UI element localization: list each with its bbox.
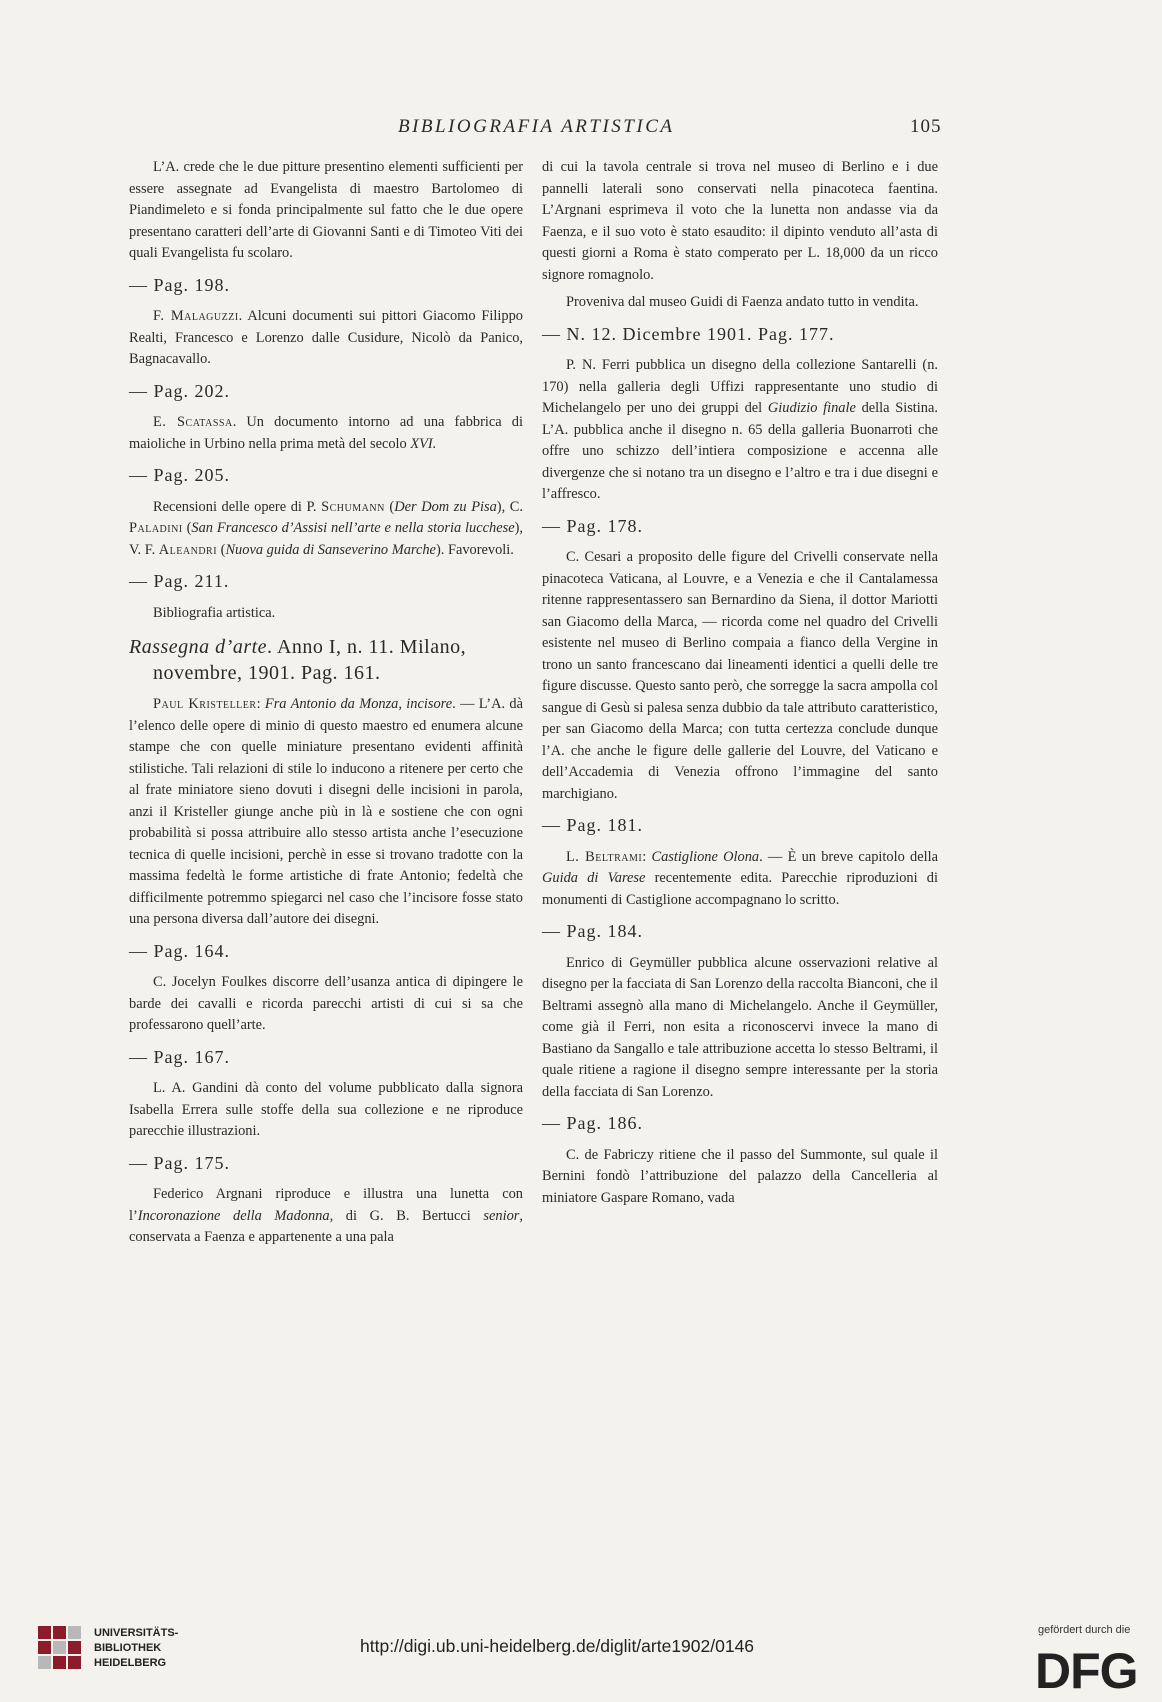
paragraph: C. de Fabriczy ritiene che il passo del Summonte, sul quale il Bernini fondò l’attribuzione del palazzo della Cancelleria al miniatore Gaspare Romano, vada (542, 1146, 938, 1206)
author-name: Paul Kristeller (153, 696, 257, 712)
section-heading: — Pag. 202. (129, 380, 230, 401)
section-heading: — Pag. 211. (129, 571, 230, 591)
italic-run: San Francesco d’Assisi nell’arte e nella storia lucchese (191, 520, 515, 536)
paragraph: C. Jocelyn Foulkes discorre dell’usanza antica di dipingere le barde dei cavalli e ricorda parecchi artisti di cui si sa che professarono quell’arte. (129, 974, 523, 1033)
funding-note: gefördert durch die (1038, 1624, 1131, 1636)
right-column (542, 157, 938, 1215)
text-run: P. N. Ferri pubblica un disegno della collezione Santarelli (n. 170) nella galleria degli Uffizi rappresentante uno studio di Michelangelo per uno dei gruppi del (542, 357, 938, 416)
italic-run: Guida di Varese (542, 870, 646, 886)
author-name: E. Scatassa (153, 414, 233, 430)
text-run: . — È un breve capitolo della (759, 848, 938, 865)
text-run: ), V. F. (129, 520, 523, 558)
running-title: BIBLIOGRAFIA ARTISTICA (398, 116, 675, 137)
author-name: F. Malaguzzi (153, 308, 239, 324)
author-name: Paladini (129, 520, 183, 536)
library-name (94, 1626, 178, 1671)
text-run: : (256, 696, 265, 712)
text-run: Recensioni delle opere di P. (153, 498, 322, 515)
library-name-line: BIBLIOTHEK (94, 1642, 162, 1654)
italic-run: Castiglione Olona (651, 848, 760, 865)
paragraph: Enrico di Geymüller pubblica alcune osservazioni relative al disegno per la facciata di San Lorenzo della raccolta Bianconi, che il Beltrami assegnò alla mano di Michelangelo. Anche il Geymüller, come già il Ferri, non esita a riconoscervi invece la mano di Bastiano da Sangallo e tale attribuzione accetta lo stesso Beltrami, il quale ritiene a ragione il disegno sempre interessante per la storia della facciata di San Lorenzo. (542, 954, 938, 1100)
paragraph (129, 306, 523, 371)
text-run: , di G. B. Bertucci (329, 1207, 484, 1224)
dfg-logo: DFG (1035, 1643, 1138, 1699)
section-heading: — Pag. 205. (129, 465, 230, 485)
left-column (129, 157, 523, 1255)
paragraph (129, 1184, 523, 1249)
university-library-logo-icon (36, 1624, 84, 1672)
author-name: Aleandri (158, 541, 218, 558)
text-run: ( (384, 498, 395, 515)
paragraph (129, 497, 523, 562)
page-number: 105 (910, 116, 942, 137)
text-run: . Anno I, n. 11. Milano, novembre, 1901. Pag. 161. (153, 636, 467, 684)
author-name: L. Beltrami (566, 848, 643, 865)
text-run: , conservata a Faenza e appartenente a una pala (129, 1207, 523, 1245)
paragraph (542, 847, 938, 912)
section-heading: — Pag. 184. (542, 921, 643, 941)
journal-title: Rassegna d’arte (129, 636, 268, 658)
section-heading: — Pag. 198. (129, 274, 230, 295)
text-run: recentemente edita. Parecchie riproduzioni di monumenti di Castiglione accompagnano lo scritto. (542, 870, 938, 908)
paragraph (129, 412, 523, 455)
paragraph: Bibliografia artistica. (153, 604, 276, 621)
text-run: . Un documento intorno ad una fabbrica di maioliche in Urbino nella prima metà del secolo (129, 414, 523, 452)
text-run: della Sistina. L’A. pubblica anche il disegno n. 65 della galleria Buonarroti che offre uno schizzo dell’intiera composizione e accenna alle divergenze che si notano tra un disegno e l’altro e tra i due disegni e l’affresco. (542, 400, 938, 502)
section-heading: — Pag. 178. (542, 515, 643, 536)
text-run: ( (182, 520, 192, 536)
text-run: : (642, 848, 652, 865)
digitization-bar (0, 1548, 1162, 1702)
italic-run: senior (483, 1207, 520, 1224)
text-run: Federico Argnani riproduce e illustra una lunetta con l’ (129, 1186, 523, 1224)
section-heading: — Pag. 175. (129, 1152, 230, 1173)
source-url-link[interactable]: http://digi.ub.uni-heidelberg.de/diglit/arte1902/0146 (360, 1636, 755, 1656)
author-name: Schumann (321, 498, 385, 515)
text-run: . Alcuni documenti sui pittori Giacomo Filippo Realti, Francesco e Lorenzo dalle Cusidure, Nicolò da Panico, Bagnacavallo. (129, 308, 523, 367)
italic-run: Nuova guida di Sanseverino Marche (225, 541, 436, 558)
paragraph: C. Cesari a proposito delle figure del Crivelli conservate nella pinacoteca Vaticana, al Louvre, e a Venezia e che il Cantalamessa ritenne rappresentassero san Bernardino da Siena, il dottor Mariotti san Giacomo della Marca, — ricorda come nel quadro del Crivelli esistente nel museo di Berlino compaia a fianco della Vergine in trono un santo francescano dai lineamenti identici a quelli delle tre figure discusse. Questo santo però, che sorregge la sacra ampolla col sangue di Gesù si palesa senza dubbio da tale attributo caratteristico, per san Giacomo della Marca; con tutta certezza conclude dunque l’A. che anche le figure delle gallerie del Louvre, del Vaticano e dell’Accademia di Venezia offrono l’immagine del santo marchigiano. (542, 549, 938, 802)
italic-run: Fra Antonio da Monza, incisore (264, 696, 453, 712)
library-name-line: UNIVERSITÄTS- (94, 1627, 179, 1639)
section-heading: — N. 12. Dicembre 1901. Pag. 177. (542, 323, 835, 344)
paragraph: di cui la tavola centrale si trova nel museo di Berlino e i due pannelli laterali sono conservati nella pinacoteca faentina. L’Argnani esprimeva il voto che la lunetta non andasse via da Faenza, e il suo voto è stato esaudito: il dipinto venduto all’asta di questi giorni a Roma è stato comperato per L. 18,000 da un ricco signore romagnolo. (542, 159, 938, 283)
text-run: ( (217, 541, 226, 558)
library-name-line: HEIDELBERG (94, 1657, 167, 1669)
journal-heading (129, 634, 523, 686)
italic-run: Giudizio finale (767, 400, 856, 416)
section-heading: — Pag. 167. (129, 1046, 230, 1067)
text-run: . — L’A. dà l’elenco delle opere di minio di questo maestro ed enumera alcune stampe che con quelle miniature presentano evidenti affinità stilistiche. Tali relazioni di stile lo inducono a ritenere per certo che al frate miniatore sieno dovuti i disegni delle incisioni in parola, anzi il Kristeller giunge anche più in là e sostiene che con ogni probabilità si possa attribuire allo stesso artista anche l’esecuzione tecnica di quelle incisioni, perchè in esse si trovano tradotte con la massima fedeltà le forme artistiche di frate Antonio; fedeltà che difficilmente potremmo spiegarci nel caso che l’incisore fosse stato una persona diversa dall’autore dei disegni. (129, 696, 523, 927)
italic-run: Der Dom zu Pisa (394, 498, 497, 515)
text-run: ). Favorevoli. (435, 541, 514, 558)
section-heading: — Pag. 186. (542, 1113, 643, 1133)
paragraph: L’A. crede che le due pitture presentino elementi sufficienti per essere assegnate ad Evangelista di maestro Bartolomeo di Piandimeleto e si fonda principalmente sul fatto che le due opere presentano caratteri dell’arte di Giovanni Santi e di Timoteo Viti dei quali Evangelista fu scolaro. (129, 159, 523, 261)
section-heading: — Pag. 164. (129, 940, 230, 961)
italic-run: Incoronazione della Madonna (137, 1207, 330, 1224)
italic-run: XVI. (410, 435, 437, 452)
running-head (0, 116, 1162, 144)
section-heading: — Pag. 181. (542, 815, 643, 835)
paragraph (542, 355, 938, 506)
paragraph: L. A. Gandini dà conto del volume pubblicato dalla signora Isabella Errera sulle stoffe della sua collezione e ne riproduce parecchie illustrazioni. (129, 1080, 523, 1139)
paragraph: Proveniva dal museo Guidi di Faenza andato tutto in vendita. (566, 294, 919, 310)
text-run: ), C. (496, 498, 523, 515)
paragraph (129, 694, 523, 931)
